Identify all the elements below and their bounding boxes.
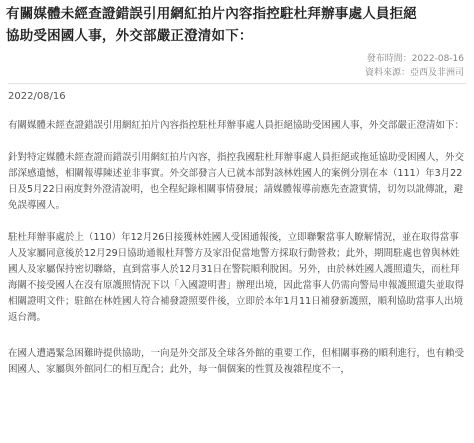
article-source: 資料來源：亞西及非洲司 xyxy=(364,68,464,78)
publish-date: 發布時間：2022-08-16 xyxy=(366,54,464,64)
article-date: 2022/08/16 xyxy=(8,91,66,102)
article-meta xyxy=(365,52,464,80)
paragraph-case-details: 駐杜拜辦事處於上（110）年12月26日接獲林姓國人受困通報後，立即聯繫當事人瞭解情況，並在取得當事人及家屬同意後於12月29日協助通報杜拜警方及家沿促當地警方採取行動營救；此外，期間駐處也曾與林姓國人及家屬保持密切聯絡，直到當事人於12月31日在警院順利脫困。另外，由於林姓國人護照遺失，而杜拜海關不接受國人在沒有原護照情況下以「入國證明書」辦理出境，因此當事人仍需向警局申報護照遺失並取得相關證明文件；駐館在林姓國人符合補發證照要件後，立即於本年1月11日補發新護照，順利協助當事人出境返台灣。 xyxy=(8,232,465,323)
headline-line-2: 協助受困國人事，外交部嚴正澄清如下： xyxy=(6,28,253,44)
paragraph-response: 針對特定媒體未經查證而錯誤引用網紅拍片內容，指控我國駐杜拜辦事處人員拒絕或拖延協助受困國人，外交部深感遺憾，相關報導陳述並非事實。外交部發言人已就本部對該林姓國人的案例分別在本（111）年3月22日及5月22日兩度對外澄清說明，也全程紀錄相關事情發展；請媒體報導前應先查證實情，切勿以訛傳訛，避免誤導國人。 xyxy=(8,152,465,211)
article-headline xyxy=(6,3,468,47)
paragraph-closing: 在國人遭遇緊急困難時提供協助，一向是外交部及全球各外館的重要工作，但相關事務的順利進行，也有賴受困國人、家屬與外館同仁的相互配合；此外，每一個個案的性質及複雜程度不一， xyxy=(8,348,465,375)
header-divider xyxy=(8,83,466,84)
paragraph-intro: 有關媒體未經查證錯誤引用網紅拍片內容指控駐杜拜辦事處人員拒絕協助受困國人事，外交部嚴正澄清如下： xyxy=(8,120,465,131)
headline-line-1: 有關媒體未經查證錯誤引用網紅拍片內容指控駐杜拜辦事處人員拒絕 xyxy=(6,6,417,22)
article-body xyxy=(8,118,468,394)
